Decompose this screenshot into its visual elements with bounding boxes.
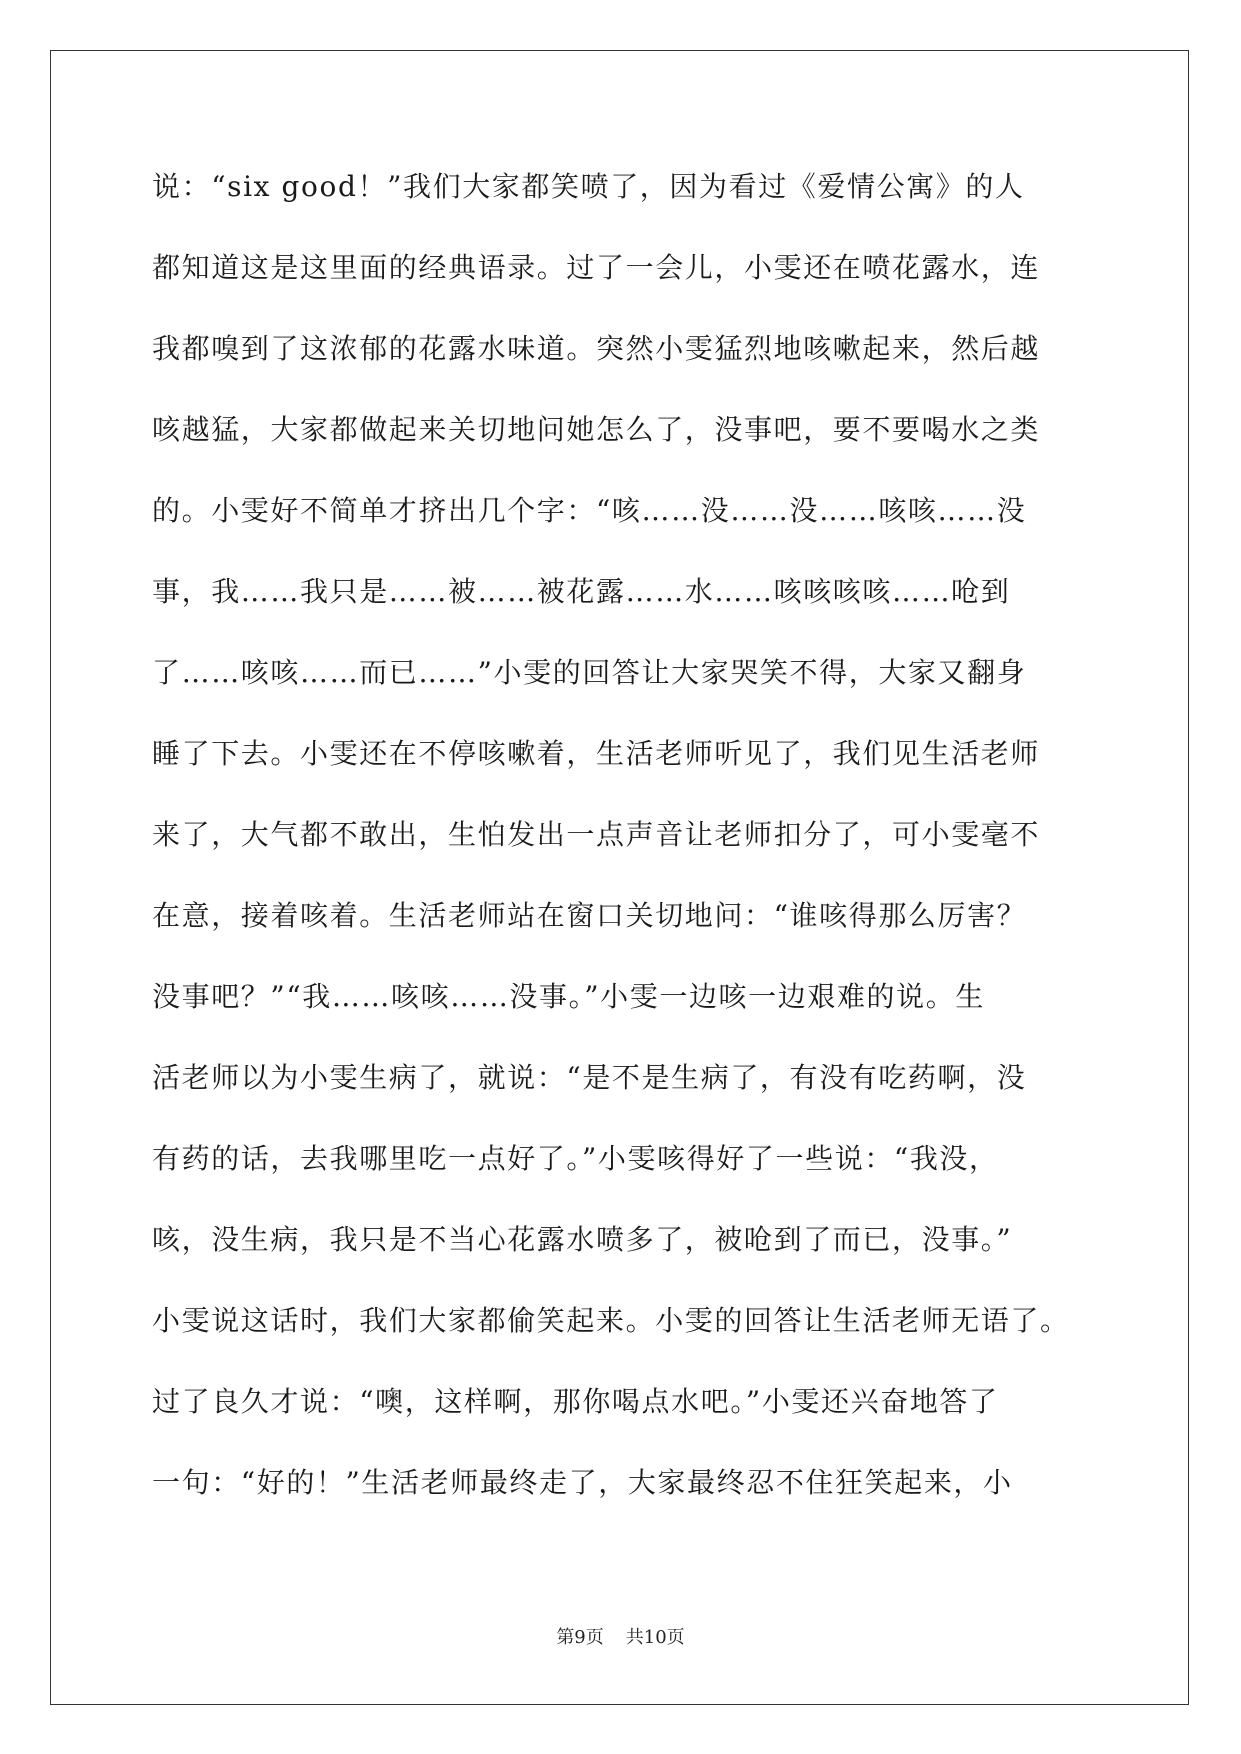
text-line: 睡了下去。小雯还在不停咳嗽着，生活老师听见了，我们见生活老师 — [152, 737, 1041, 770]
text-line: 来了，大气都不敢出，生怕发出一点声音让老师扣分了，可小雯毫不 — [152, 818, 1041, 851]
text-line: 事，我……我只是……被……被花露……水……咳咳咳咳……呛到 — [152, 575, 1011, 608]
text-line: 说：“six good！”我们大家都笑喷了，因为看过《爱情公寓》的人 — [152, 170, 1025, 203]
page-number: 第9页 — [556, 1627, 604, 1648]
text-line: 咳，没生病，我只是不当心花露水喷多了，被呛到了而已，没事。” — [152, 1223, 1013, 1256]
text-line: 过了良久才说：“噢，这样啊，那你喝点水吧。”小雯还兴奋地答了 — [152, 1385, 999, 1418]
text-line: 都知道这是这里面的经典语录。过了一会儿，小雯还在喷花露水，连 — [152, 251, 1041, 284]
text-line: 咳越猛，大家都做起来关切地问她怎么了，没事吧，要不要喝水之类 — [152, 413, 1041, 446]
document-body — [152, 167, 1092, 1544]
text-line: 没事吧？”“我……咳咳……没事。”小雯一边咳一边艰难的说。生 — [152, 980, 985, 1013]
page-footer — [0, 1623, 1241, 1649]
text-line: 一句：“好的！”生活老师最终走了，大家最终忍不住狂笑起来，小 — [152, 1466, 1013, 1499]
text-line: 的。小雯好不简单才挤出几个字：“咳……没……没……咳咳……没 — [152, 494, 1027, 527]
text-line: 活老师以为小雯生病了，就说：“是不是生病了，有没有吃药啊，没 — [152, 1061, 1027, 1094]
text-line: 在意，接着咳着。生活老师站在窗口关切地问：“谁咳得那么厉害？ — [152, 899, 1027, 932]
text-line: 有药的话，去我哪里吃一点好了。”小雯咳得好了一些说：“我没， — [152, 1142, 999, 1175]
text-line: 我都嗅到了这浓郁的花露水味道。突然小雯猛烈地咳嗽起来，然后越 — [152, 332, 1041, 365]
page-total: 共10页 — [625, 1627, 685, 1648]
text-line: 了……咳咳……而已……”小雯的回答让大家哭笑不得，大家又翻身 — [152, 656, 1027, 689]
text-line: 小雯说这话时，我们大家都偷笑起来。小雯的回答让生活老师无语了。 — [152, 1304, 1070, 1337]
